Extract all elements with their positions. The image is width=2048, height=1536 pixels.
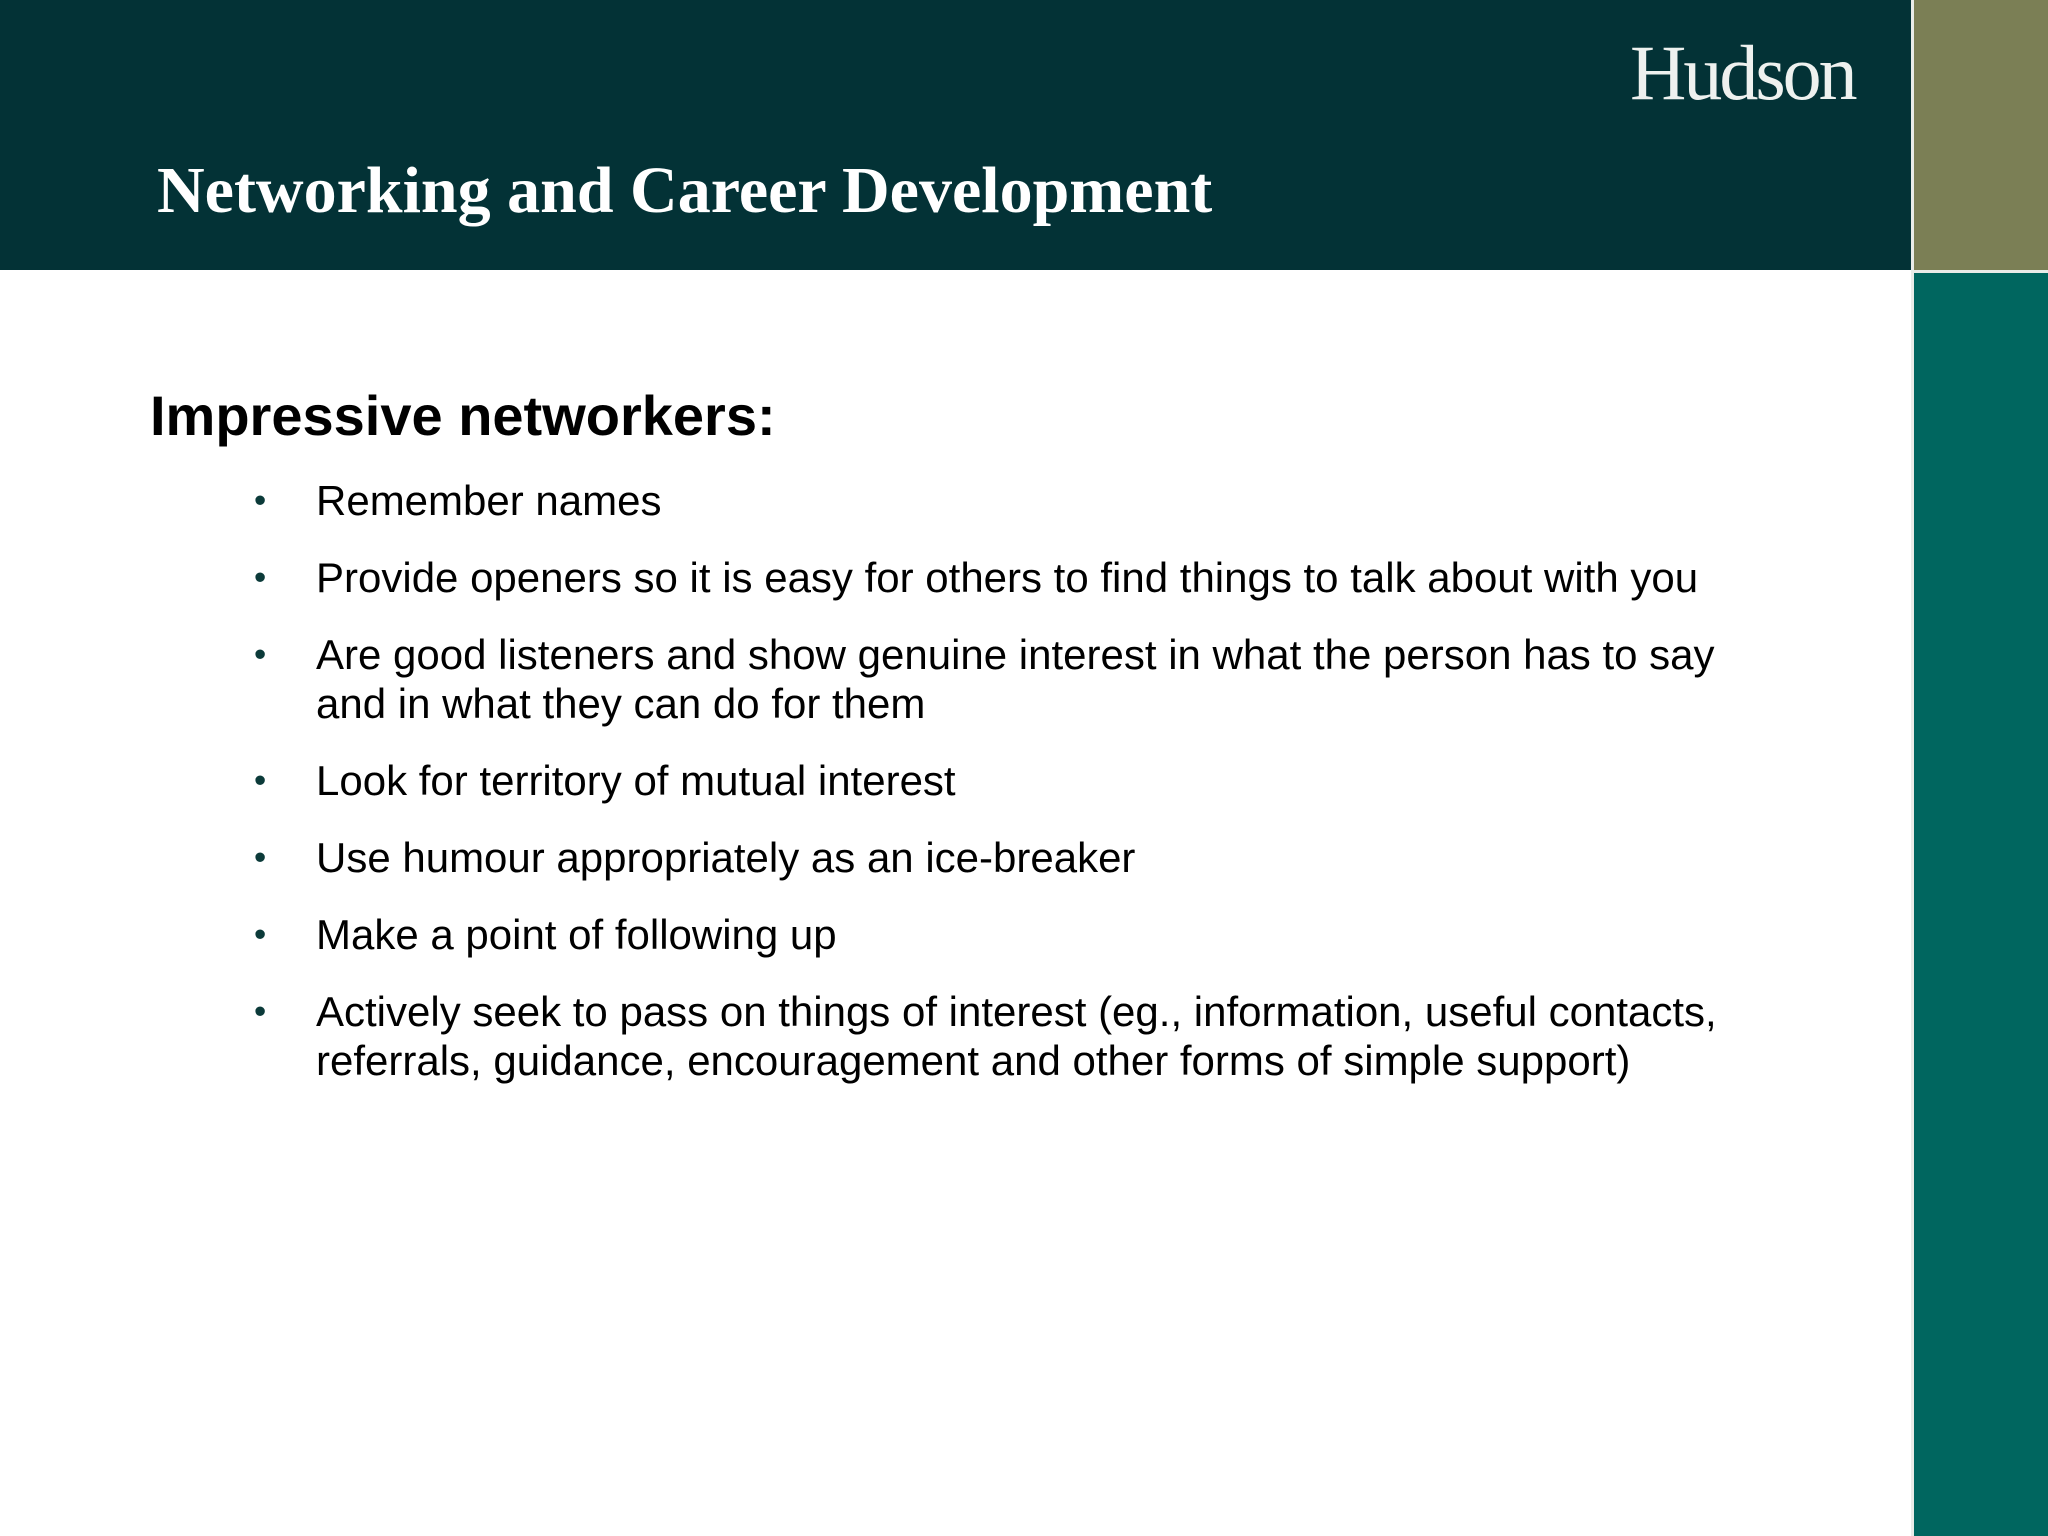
bullet-icon: • [254, 481, 267, 521]
list-item [150, 630, 1780, 728]
slide-content [150, 384, 1780, 1113]
bullet-icon: • [254, 915, 267, 955]
list-item [150, 987, 1780, 1085]
intro-heading: Impressive networkers: [150, 384, 776, 447]
slide-title: Networking and Career Development [157, 154, 1213, 227]
bullet-text: Are good listeners and show genuine interest in what the person has to say and in what they can do for them [316, 631, 1715, 728]
bullet-text: Use humour appropriately as an ice-breaker [316, 834, 1136, 882]
accent-top-block [1914, 0, 2048, 270]
bullet-text: Remember names [316, 477, 662, 525]
bullet-icon: • [254, 838, 267, 878]
bullet-text: Make a point of following up [316, 911, 837, 959]
bullet-icon: • [254, 761, 267, 801]
bullet-icon: • [254, 635, 267, 675]
list-item [150, 553, 1780, 602]
bullet-icon: • [254, 992, 267, 1032]
list-item [150, 756, 1780, 805]
header-band [0, 0, 1911, 270]
bullet-list [150, 476, 1780, 1085]
bullet-text: Provide openers so it is easy for others to find things to talk about with you [316, 554, 1699, 602]
bullet-text: Look for territory of mutual interest [316, 757, 956, 805]
bullet-text: Actively seek to pass on things of interest (eg., information, useful contacts, referrals, guidance, encouragement and other forms of simple support) [316, 988, 1717, 1085]
list-item [150, 833, 1780, 882]
list-item [150, 476, 1780, 525]
bullet-icon: • [254, 558, 267, 598]
list-item [150, 910, 1780, 959]
accent-side-band [1914, 273, 2048, 1536]
hudson-logo: Hudson [1630, 29, 1855, 116]
